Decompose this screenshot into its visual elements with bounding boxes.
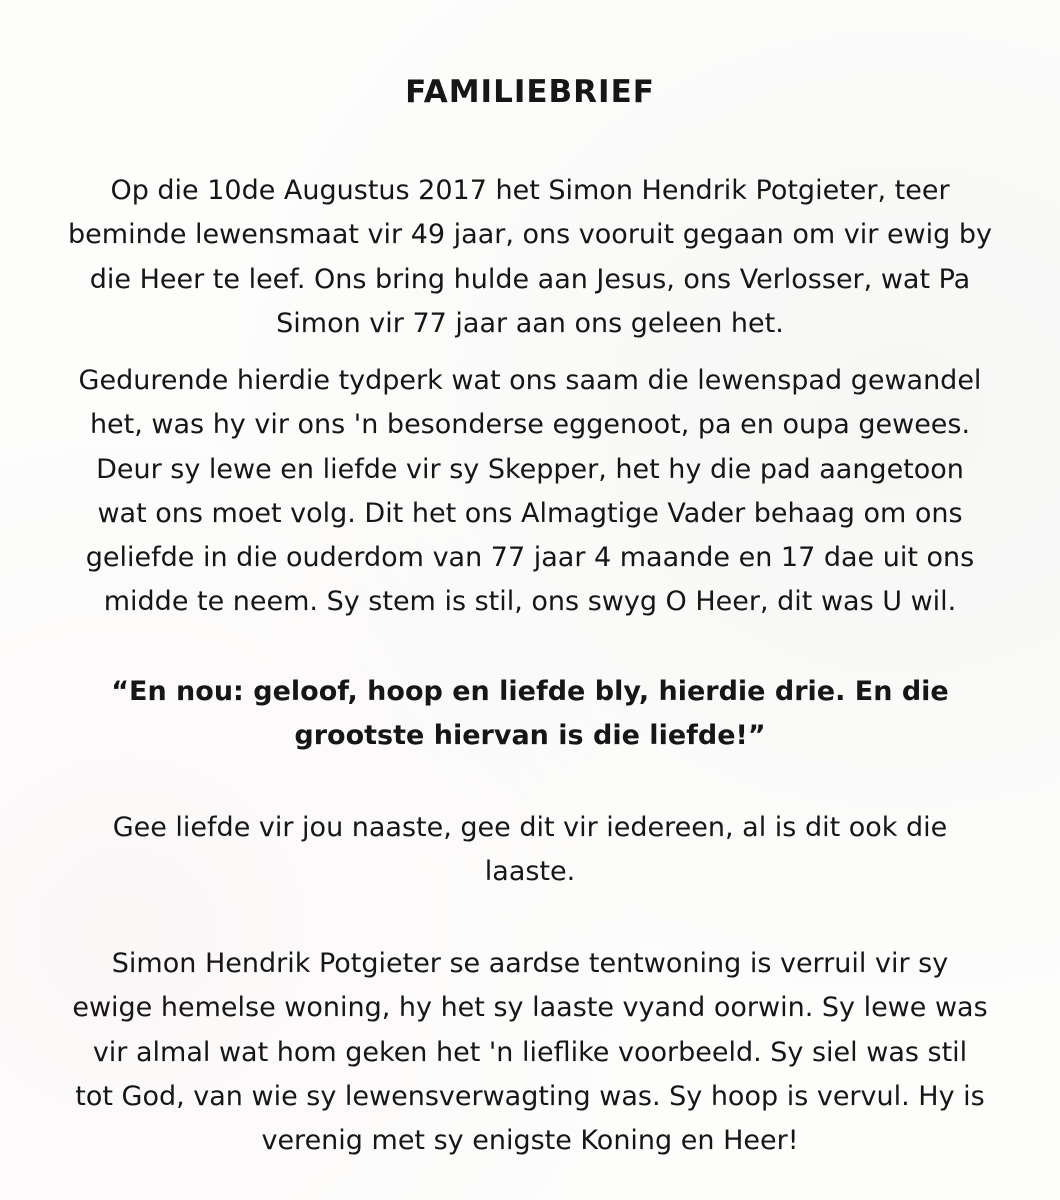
scripture-quote — [10, 670, 1050, 759]
quote-line: “En nou: geloof, hoop en liefde bly, hierdie drie. En die — [111, 676, 949, 707]
text-line: het, was hy vir ons 'n besonderse eggenoot, pa en oupa gewees. — [89, 409, 971, 441]
text-line: Simon Hendrik Potgieter se aardse tentwoning is verruil vir sy — [111, 948, 949, 979]
page-title: FAMILIEBRIEF — [405, 74, 655, 110]
text-line: ewige hemelse woning, hy het sy laaste vyand oorwin. Sy lewe was — [72, 992, 988, 1024]
text-line: Simon vir 77 jaar aan ons geleen het. — [276, 307, 784, 339]
text-line: die Heer te leef. Ons bring hulde aan Jesus, ons Verlosser, wat Pa — [89, 263, 971, 295]
text-line: tot God, van wie sy lewensverwagting was. Sy hoop is vervul. Hy is — [75, 1080, 985, 1112]
paragraph-love — [10, 806, 1050, 894]
text-line: verenig met sy enigste Koning en Heer! — [261, 1125, 799, 1157]
text-line: Gee liefde vir jou naaste, gee dit vir iedereen, al is dit ook die — [112, 812, 948, 843]
text-line: wat ons moet volg. Dit het ons Almagtige Vader behaag om ons — [97, 497, 963, 529]
quote-line: grootste hiervan is die liefde!” — [294, 720, 766, 752]
text-line: Op die 10de Augustus 2017 het Simon Hendrik Potgieter, teer — [110, 175, 950, 206]
text-line: beminde lewensmaat vir 49 jaar, ons vooruit gegaan om vir ewig by — [68, 219, 992, 251]
text-line: midde te neem. Sy stem is stil, ons swyg O Heer, dit was U wil. — [103, 586, 957, 618]
paragraph-tribute — [10, 169, 1050, 346]
text-line: geliefde in die ouderdom van 77 jaar 4 maande en 17 dae uit ons — [85, 542, 975, 574]
text-line: laaste. — [484, 856, 576, 887]
text-line: Gedurende hierdie tydperk wat ons saam die lewenspad gewandel — [78, 365, 982, 396]
text-line: Deur sy lewe en liefde vir sy Skepper, het hy die pad aangetoon — [96, 453, 964, 485]
paragraph-closing — [10, 942, 1050, 1163]
text-line: vir almal wat hom geken het 'n lieflike voorbeeld. Sy siel was stil — [92, 1036, 968, 1068]
paragraph-life — [10, 359, 1050, 625]
